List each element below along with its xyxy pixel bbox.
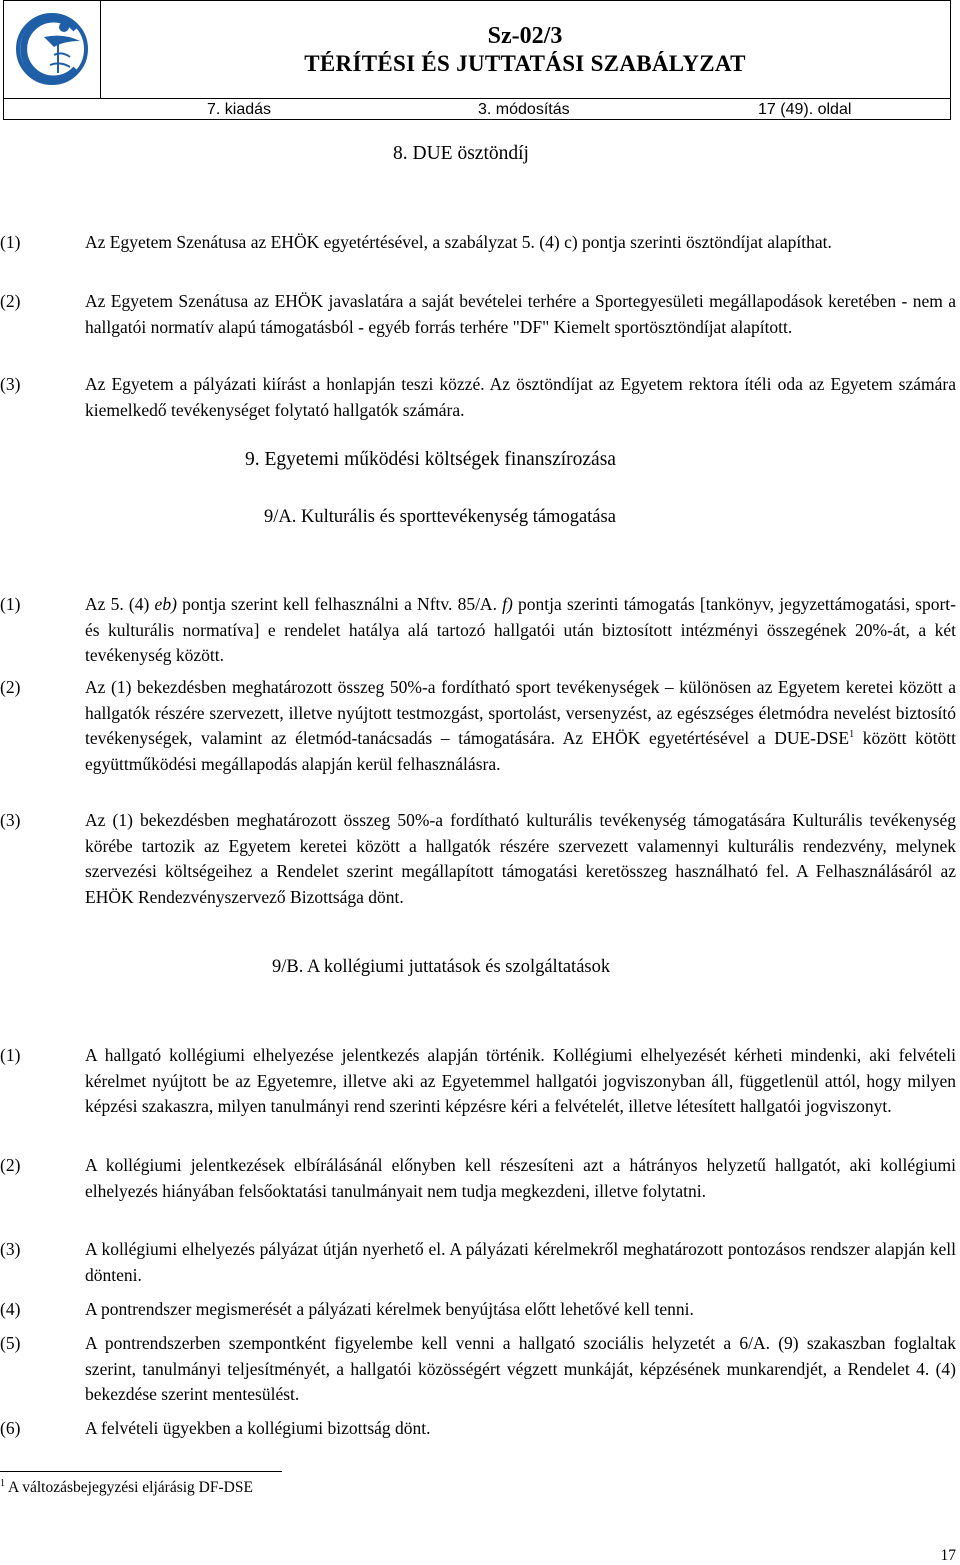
paragraph-text: A hallgató kollégiumi elhelyezése jelentkezés alapján történik. Kollégiumi elhelyezését kérheti mindenki, aki felvételi kérelmet nyújtott be az Egyetemre, illetve aki az Egyetemmel hallgatói jogviszonyban áll, függetlenül attól, hogy milyen képzési szakaszra, milyen tanulmányi rend szerinti képzésre kéri a felvételét, illetve létesített hallgatói jogviszonyt.	[85, 1045, 956, 1116]
footnote-mark: 1	[0, 1477, 5, 1489]
text-run: között kötött együttműködési megállapodás alapján kerül felhasználásra.	[85, 728, 956, 774]
s9b-paragraph-4	[0, 1297, 956, 1323]
header-meta-row	[4, 98, 950, 121]
paragraph-number: (3)	[0, 810, 21, 830]
footnote-text: A változásbejegyzési eljárásig DF-DSE	[5, 1479, 253, 1496]
paragraph-text: Az Egyetem Szenátusa az EHÖK javaslatára a saját bevételei terhére a Sportegyesületi megállapodások keretében - nem a hallgatói normatív alapú támogatásból - egyéb forrás terhére "DF" Kiemelt sportösztöndíjat alapított.	[85, 291, 956, 337]
s9b-paragraph-2	[0, 1153, 956, 1204]
s9b-paragraph-1	[0, 1043, 956, 1120]
page-info: 17 (49). oldal	[758, 101, 852, 118]
paragraph-text: Az Egyetem Szenátusa az EHÖK egyetértésével, a szabályzat 5. (4) c) pontja szerinti ösztöndíjat alapíthat.	[85, 232, 832, 252]
paragraph-text	[85, 675, 956, 777]
paragraph-number: (2)	[0, 1155, 21, 1175]
text-run-italic: f)	[502, 594, 513, 614]
edition: 7. kiadás	[207, 101, 272, 118]
paragraph-text: A kollégiumi elhelyezés pályázat útján nyerhető el. A pályázati kérelmekről meghatározott pontozásos rendszer alapján kell dönteni.	[85, 1239, 956, 1285]
revision: 3. módosítás	[478, 101, 570, 118]
paragraph-number: (2)	[0, 291, 21, 311]
s9b-paragraph-5	[0, 1331, 956, 1408]
paragraph-text: A pontrendszerben szempontként figyelembe kell venni a hallgató szociális helyzetét a 6/A. (9) szakaszban foglaltak szerint, tanulmányi teljesítményét, a hallgatói közösségért végzett munkáját, képzésének munkarendjét, a Rendelet 4. (4) bekezdése szerint mentesülést.	[85, 1333, 956, 1404]
paragraph-number: (1)	[0, 594, 21, 614]
paragraph-number: (5)	[0, 1333, 21, 1353]
s9a-paragraph-2	[0, 675, 956, 777]
paragraph-number: (4)	[0, 1299, 21, 1319]
text-run: Az 5. (4)	[85, 594, 155, 614]
s9a-paragraph-1	[0, 592, 956, 669]
paragraph-number: (1)	[0, 1045, 21, 1065]
s9b-paragraph-3	[0, 1237, 956, 1288]
university-logo-icon	[14, 7, 90, 91]
footnote	[0, 1479, 253, 1497]
text-run: pontja szerint kell felhasználni a Nftv. 85/A.	[176, 594, 503, 614]
paragraph-text: Az (1) bekezdésben meghatározott összeg 50%-a fordítható kulturális tevékenység támogatására Kulturális tevékenység körébe tartozik az Egyetem keretei között a hallgatók részére szervezett valamennyi kulturális rendezvény, melynek szervezési költségeihez a Rendelet szerint megállapított támogatási keretösszeg használható fel. A Felhasználásáról az EHÖK Rendezvényszervező Bizottsága dönt.	[85, 810, 956, 907]
footnote-reference: 1	[849, 729, 855, 741]
paragraph-text: Az Egyetem a pályázati kiírást a honlapján teszi közzé. Az ösztöndíjat az Egyetem rektora ítéli oda az Egyetem számára kiemelkedő tevékenységet folytató hallgatók számára.	[85, 374, 956, 420]
document-header	[3, 0, 951, 120]
document-title: TÉRÍTÉSI ÉS JUTTATÁSI SZABÁLYZAT	[304, 51, 746, 76]
paragraph-number: (3)	[0, 374, 21, 394]
paragraph-text: A pontrendszer megismerését a pályázati kérelmek benyújtása előtt lehetővé kell tenni.	[85, 1299, 694, 1319]
footnote-divider	[0, 1471, 282, 1472]
paragraph-text	[85, 592, 956, 669]
text-run-italic: eb)	[154, 594, 177, 614]
s8-paragraph-2	[0, 289, 956, 340]
section-9a-title: 9/A. Kulturális és sporttevékenység támogatása	[264, 507, 616, 527]
paragraph-number: (3)	[0, 1239, 21, 1259]
header-title-cell	[100, 1, 950, 98]
logo	[4, 1, 101, 98]
section-9b-title: 9/B. A kollégiumi juttatások és szolgáltatások	[272, 957, 611, 977]
section-8-title: 8. DUE ösztöndíj	[393, 143, 529, 164]
paragraph-number: (1)	[0, 232, 21, 252]
s9a-paragraph-3	[0, 808, 956, 910]
s9b-paragraph-6	[0, 1416, 956, 1442]
section-9-title: 9. Egyetemi működési költségek finanszírozása	[245, 449, 616, 470]
paragraph-text: A felvételi ügyekben a kollégiumi bizottság dönt.	[85, 1418, 431, 1438]
s8-paragraph-1	[0, 230, 956, 256]
text-run: pontja szerinti támogatás [tankönyv, jegyzettámogatási, sport- és kulturális normatíva] e rendelet hatálya alá tartozó hallgatói után biztosított intézményi összegének 20%-át, a két tevékenység között.	[85, 594, 957, 665]
paragraph-number: (6)	[0, 1418, 21, 1438]
document-code: Sz-02/3	[487, 23, 563, 49]
text-run: Az (1) bekezdésben meghatározott összeg 50%-a fordítható sport tevékenységek – különösen az Egyetem keretei között a hallgatók részére szervezett, illetve nyújtott testmozgást, sportolást, versenyzést, az egészséges életmódra nevelést biztosító tevékenységek, valamint az életmód-tanácsadás – támogatására. Az EHÖK egyetértésével a DUE-DSE	[85, 677, 956, 748]
paragraph-number: (2)	[0, 677, 21, 697]
paragraph-text: A kollégiumi jelentkezések elbírálásánál előnyben kell részesíteni azt a hátrányos helyzetű hallgatót, aki kollégiumi elhelyezés hiányában felsőoktatási tanulmányait nem tudja megkezdeni, illetve folytatni.	[85, 1155, 956, 1201]
s8-paragraph-3	[0, 372, 956, 423]
page-number: 17	[940, 1547, 956, 1564]
